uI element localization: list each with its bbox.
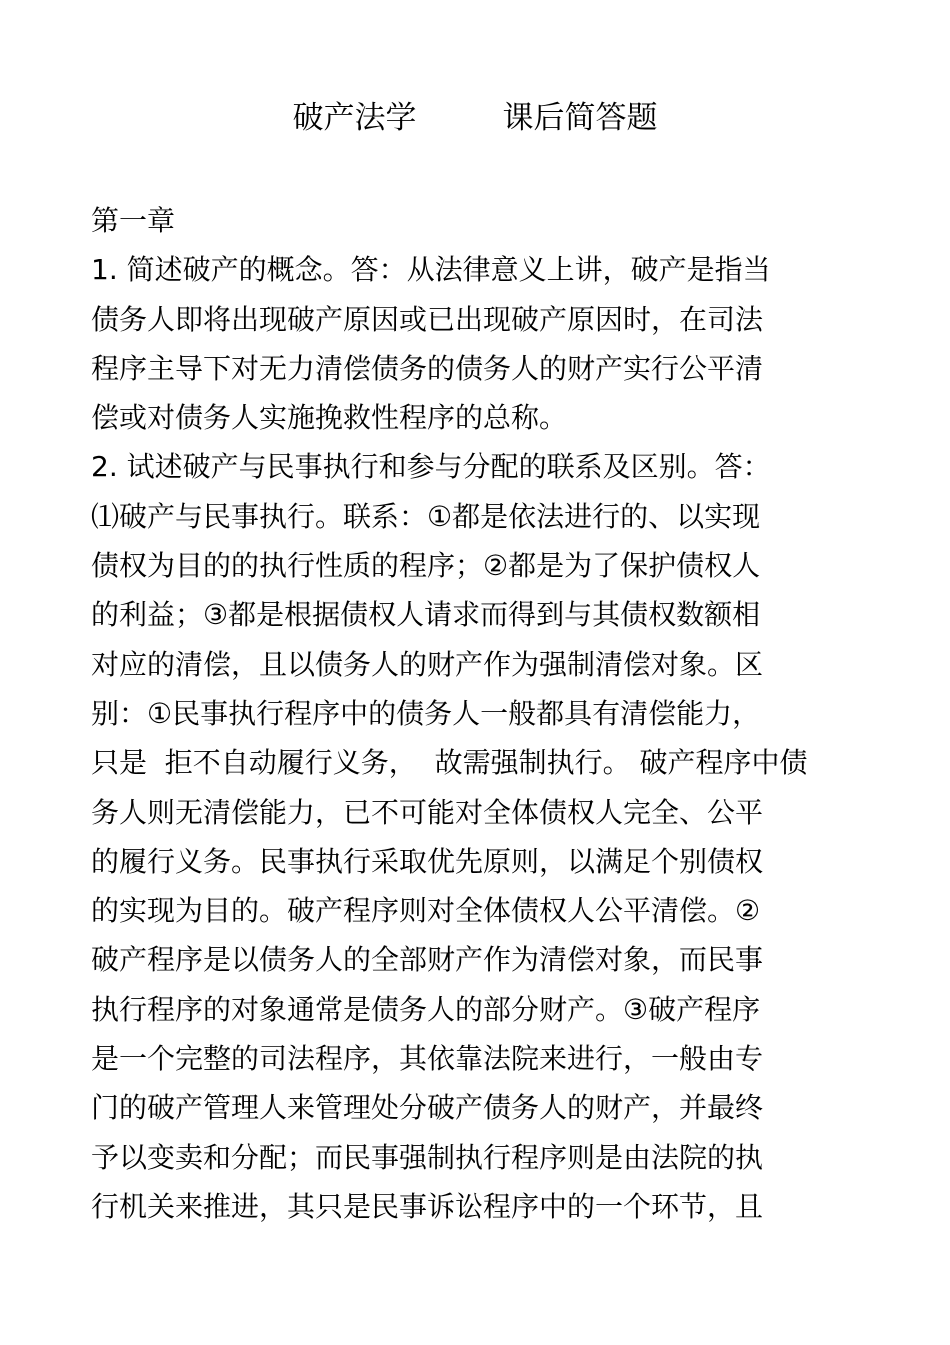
text-line: 是一个完整的司法程序，其依靠法院来进行，一般由专 [91, 1042, 764, 1076]
text-line: 别：①民事执行程序中的债务人一般都具有清偿能力， [91, 696, 761, 730]
title-right: 课后简答题 [502, 100, 658, 136]
text-line: 1. 简述破产的概念。答：从法律意义上讲，破产是指当 [91, 253, 771, 287]
text-line: 对应的清偿，且以债务人的财产作为强制清偿对象。区 [91, 647, 764, 681]
text-line: 债务人即将出现破产原因或已出现破产原因时，在司法 [91, 302, 764, 336]
text-line: 偿或对债务人实施挽救性程序的总称。 [91, 401, 568, 435]
text-line: ⑴破产与民事执行。联系：①都是依法进行的、以实现 [91, 499, 761, 533]
text-line: 只是 拒不自动履行义务， 故需强制执行。 破产程序中债 [91, 746, 808, 780]
text-line: 务人则无清偿能力，已不可能对全体债权人完全、公平 [91, 795, 764, 829]
title-left: 破产法学 [292, 100, 417, 136]
text-line: 执行程序的对象通常是债务人的部分财产。③破产程序 [91, 992, 761, 1026]
text-line: 行机关来推进，其只是民事诉讼程序中的一个环节，且 [91, 1189, 764, 1223]
chapter-heading: 第一章 [91, 204, 176, 237]
text-line: 破产程序是以债务人的全部财产作为清偿对象，而民事 [91, 943, 764, 977]
text-line: 债权为目的的执行性质的程序；②都是为了保护债权人 [91, 549, 761, 583]
text-line: 的利益；③都是根据债权人请求而得到与其债权数额相 [91, 598, 761, 632]
text-line: 的实现为目的。破产程序则对全体债权人公平清偿。② [91, 894, 761, 928]
text-line: 予以变卖和分配；而民事强制执行程序则是由法院的执 [91, 1140, 764, 1174]
body-text [91, 196, 881, 1231]
text-line: 门的破产管理人来管理处分破产债务人的财产，并最终 [91, 1091, 764, 1125]
text-line: 的履行义务。民事执行采取优先原则，以满足个别债权 [91, 844, 764, 878]
page-title [0, 96, 950, 140]
text-line: 程序主导下对无力清偿债务的债务人的财产实行公平清 [91, 351, 764, 385]
text-line: 2. 试述破产与民事执行和参与分配的联系及区别。答： [91, 450, 771, 484]
